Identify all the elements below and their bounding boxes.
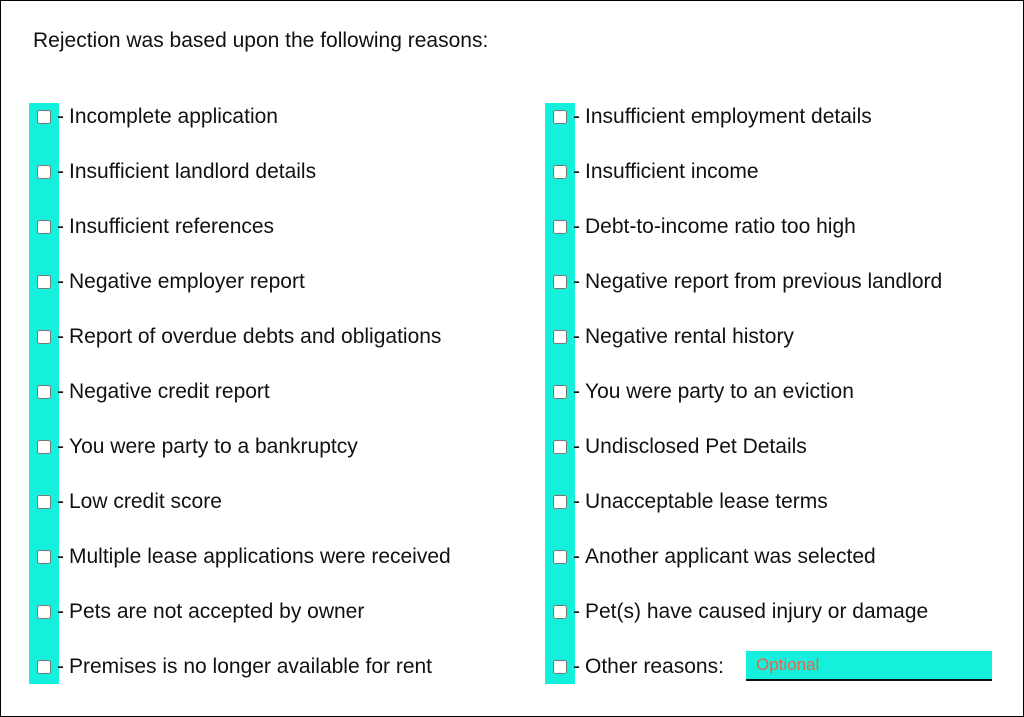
reason-checkbox[interactable] [553, 660, 567, 674]
reason-checkbox[interactable] [553, 385, 567, 399]
separator: - [573, 215, 580, 238]
reason-row [550, 269, 942, 324]
reason-checkbox[interactable] [37, 495, 51, 509]
separator: - [57, 105, 64, 128]
reason-label: Low credit score [69, 490, 222, 513]
reason-checkbox[interactable] [553, 605, 567, 619]
right-reasons-column [550, 104, 942, 709]
reason-row [550, 104, 942, 159]
reason-label: Negative employer report [69, 270, 305, 293]
separator: - [573, 105, 580, 128]
separator: - [57, 380, 64, 403]
reason-checkbox[interactable] [37, 330, 51, 344]
reason-label: Multiple lease applications were received [69, 545, 451, 568]
left-reasons-column [34, 104, 451, 709]
separator: - [573, 545, 580, 568]
reason-label: Insufficient references [69, 215, 275, 238]
reason-row [34, 104, 451, 159]
reason-checkbox[interactable] [37, 660, 51, 674]
reason-label: Insufficient income [585, 160, 759, 183]
reason-checkbox[interactable] [37, 550, 51, 564]
reason-checkbox[interactable] [37, 220, 51, 234]
separator: - [573, 270, 580, 293]
reason-label: You were party to a bankruptcy [69, 435, 358, 458]
reason-checkbox[interactable] [553, 165, 567, 179]
reason-row [34, 159, 451, 214]
reason-row [34, 544, 451, 599]
reason-label: Insufficient employment details [585, 105, 872, 128]
separator: - [57, 215, 64, 238]
reason-row [34, 214, 451, 269]
separator: - [57, 160, 64, 183]
reason-checkbox[interactable] [553, 440, 567, 454]
reason-checkbox[interactable] [553, 495, 567, 509]
reason-row [34, 489, 451, 544]
reason-label: Report of overdue debts and obligations [69, 325, 442, 348]
reason-row [550, 159, 942, 214]
form-heading: Rejection was based upon the following reasons: [33, 29, 489, 52]
reason-label: Negative rental history [585, 325, 794, 348]
reason-row [34, 654, 451, 709]
reason-checkbox[interactable] [37, 385, 51, 399]
separator: - [57, 435, 64, 458]
reason-label: Premises is no longer available for rent [69, 655, 433, 678]
separator: - [573, 435, 580, 458]
reason-checkbox[interactable] [37, 165, 51, 179]
reason-row [550, 214, 942, 269]
separator: - [573, 490, 580, 513]
separator: - [57, 600, 64, 623]
other-reasons-input[interactable] [746, 651, 992, 681]
separator: - [573, 380, 580, 403]
reason-checkbox[interactable] [553, 330, 567, 344]
separator: - [573, 325, 580, 348]
reason-checkbox[interactable] [553, 550, 567, 564]
reason-row [34, 599, 451, 654]
reason-label: Unacceptable lease terms [585, 490, 828, 513]
reason-label: Undisclosed Pet Details [585, 435, 807, 458]
reason-checkbox[interactable] [37, 275, 51, 289]
reason-row [34, 324, 451, 379]
reason-row [550, 599, 942, 654]
reason-label: Debt-to-income ratio too high [585, 215, 856, 238]
separator: - [573, 655, 580, 678]
reason-checkbox[interactable] [37, 605, 51, 619]
reason-label: Negative credit report [69, 380, 270, 403]
reason-row [550, 544, 942, 599]
reason-row [550, 324, 942, 379]
reason-row [550, 379, 942, 434]
reason-label: Another applicant was selected [585, 545, 876, 568]
reason-checkbox[interactable] [37, 440, 51, 454]
reason-checkbox[interactable] [553, 275, 567, 289]
reason-checkbox[interactable] [553, 220, 567, 234]
reason-label: Pets are not accepted by owner [69, 600, 365, 623]
reason-row [34, 379, 451, 434]
separator: - [57, 545, 64, 568]
reason-label: Pet(s) have caused injury or damage [585, 600, 929, 623]
reason-label: Negative report from previous landlord [585, 270, 943, 293]
reason-row [34, 434, 451, 489]
reason-row [550, 489, 942, 544]
separator: - [57, 490, 64, 513]
reason-label: Insufficient landlord details [69, 160, 317, 183]
separator: - [573, 160, 580, 183]
separator: - [57, 325, 64, 348]
reason-label: Incomplete application [69, 105, 278, 128]
reason-label: Other reasons: [585, 655, 724, 678]
separator: - [573, 600, 580, 623]
separator: - [57, 270, 64, 293]
reason-row [550, 434, 942, 489]
reason-row [34, 269, 451, 324]
separator: - [57, 655, 64, 678]
reason-label: You were party to an eviction [585, 380, 854, 403]
reason-checkbox[interactable] [553, 110, 567, 124]
reason-checkbox[interactable] [37, 110, 51, 124]
